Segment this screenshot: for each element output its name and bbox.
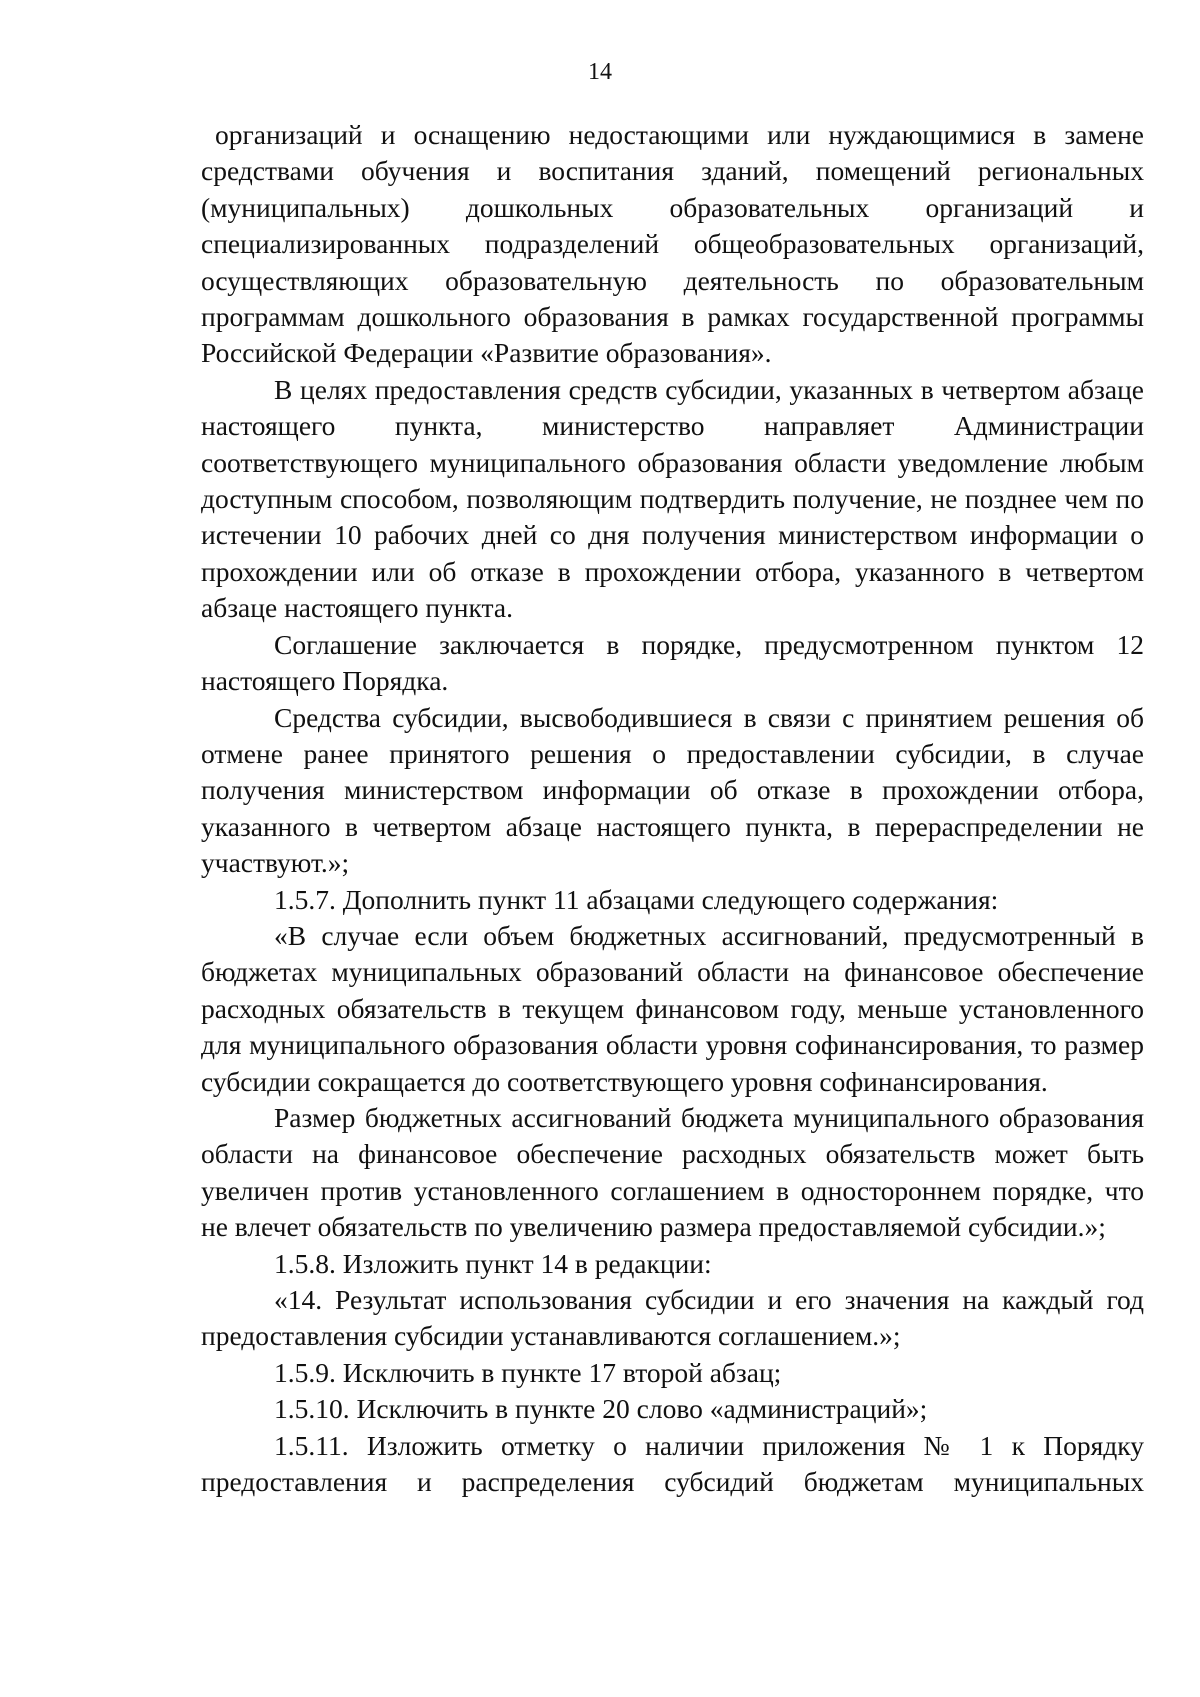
paragraph-cofinancing: «В случае если объем бюджетных ассигнований, предусмотренный в бюджетах муниципальных образований области на финансовое обеспечение расходных обязательств в текущем финансовом году, меньше установленного для муниципального образования области уровня софинансирования, то размер субсидии сокращается до соответствующего уровня софинансирования. bbox=[201, 919, 1144, 1097]
page-number: 14 bbox=[588, 59, 612, 85]
paragraph-item-1-5-8: 1.5.8. Изложить пункт 14 в редакции: bbox=[274, 1247, 712, 1279]
paragraph-continuation: организаций и оснащению недостающими или нуждающимися в замене средствами обучения и воспитания зданий, помещений региональных (муниципальных) дошкольных образовательных организаций и специализированных подразделений общеобразовательных организаций, осуществляющих образовательную деятельность по образовательным программам дошкольного образования в рамках государственной программы Российской Федерации «Развитие образования». bbox=[201, 119, 1144, 369]
paragraph-agreement: Соглашение заключается в порядке, предусмотренном пунктом 12 настоящего Порядка. bbox=[201, 628, 1144, 697]
paragraph-notification: В целях предоставления средств субсидии, указанных в четвертом абзаце настоящего пункта, министерство направляет Администрации соответствующего муниципального образования области уведомление любым доступным способом, позволяющим подтвердить получение, не позднее чем по истечении 10 рабочих дней со дня получения министерством информации о прохождении или об отказе в прохождении отбора, указанного в четвертом абзаце настоящего пункта. bbox=[201, 373, 1144, 624]
paragraph-released-funds: Средства субсидии, высвободившиеся в связи с принятием решения об отмене ранее принятого решения о предоставлении субсидии, в случае получения министерством информации об отказе в прохождении отбора, указанного в четвертом абзаце настоящего пункта, в перераспределении не участвуют.»; bbox=[201, 701, 1144, 879]
document-body bbox=[201, 117, 1144, 1500]
paragraph-item-1-5-11: 1.5.11. Изложить отметку о наличии приложения № 1 к Порядку предоставления и распределения субсидий бюджетам муниципальных bbox=[201, 1429, 1144, 1498]
paragraph-budget-size: Размер бюджетных ассигнований бюджета муниципального образования области на финансовое обеспечение расходных обязательств может быть увеличен против установленного соглашением в одностороннем порядке, что не влечет обязательств по увеличению размера предоставляемой субсидии.»; bbox=[201, 1101, 1144, 1243]
paragraph-item-1-5-7: 1.5.7. Дополнить пункт 11 абзацами следующего содержания: bbox=[274, 883, 999, 915]
paragraph-item-1-5-10: 1.5.10. Исключить в пункте 20 слово «администраций»; bbox=[274, 1393, 928, 1425]
paragraph-item-14-text: «14. Результат использования субсидии и его значения на каждый год предоставления субсидии устанавливаются соглашением.»; bbox=[201, 1284, 1144, 1352]
paragraph-item-1-5-9: 1.5.9. Исключить в пункте 17 второй абзац; bbox=[274, 1356, 782, 1388]
